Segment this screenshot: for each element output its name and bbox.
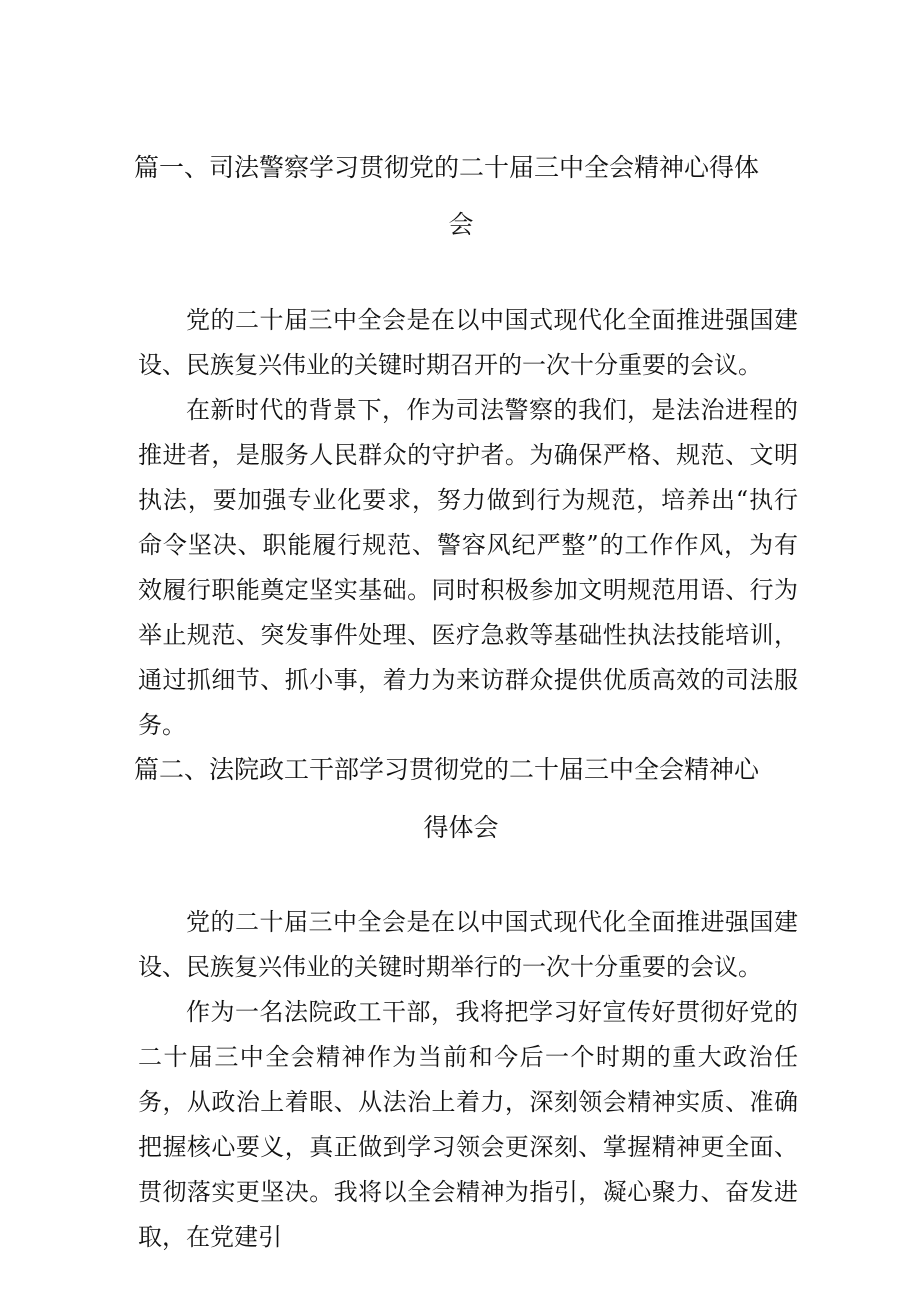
section-1-paragraph-2: 在新时代的背景下，作为司法警察的我们，是法治进程的推进者，是服务人民群众的守护者。为确保严格、规范、文明执法，要加强专业化要求，努力做到行为规范，培养出“执行命令坚决、职能履行规范、警容风纪严整”的工作作风，为有效履行职能奠定坚实基础。同时积极参加文明规范用语、行为举止规范、突发事件处理、医疗急救等基础性执法技能培训，通过抓细节、抓小事，着力为来访群众提供优质高效的司法服务。 xyxy=(138,396,798,739)
section-1-title-line-1: 篇一、司法警察学习贯彻党的二十届三中全会精神心得体 xyxy=(134,153,760,182)
section-1-title-line-2: 会 xyxy=(448,210,474,239)
section-2-paragraph-1: 党的二十届三中全会是在以中国式现代化全面推进强国建设、民族复兴伟业的关键时期举行的一次十分重要的会议。 xyxy=(138,908,798,981)
section-2-paragraph-2: 作为一名法院政工干部，我将把学习好宣传好贯彻好党的二十届三中全会精神作为当前和今后一个时期的重大政治任务，从政治上着眼、从法治上着力，深刻领会精神实质、准确把握核心要义，真正做到学习领会更深刻、掌握精神更全面、贯彻落实更坚决。我将以全会精神为指引，凝心聚力、奋发进取，在党建引 xyxy=(138,998,798,1251)
section-1-paragraph-1: 党的二十届三中全会是在以中国式现代化全面推进强国建设、民族复兴伟业的关键时期召开的一次十分重要的会议。 xyxy=(138,306,798,379)
section-2-title-line-2: 得体会 xyxy=(423,813,499,842)
section-2-title-line-1: 篇二、法院政工干部学习贯彻党的二十届三中全会精神心 xyxy=(134,755,760,784)
